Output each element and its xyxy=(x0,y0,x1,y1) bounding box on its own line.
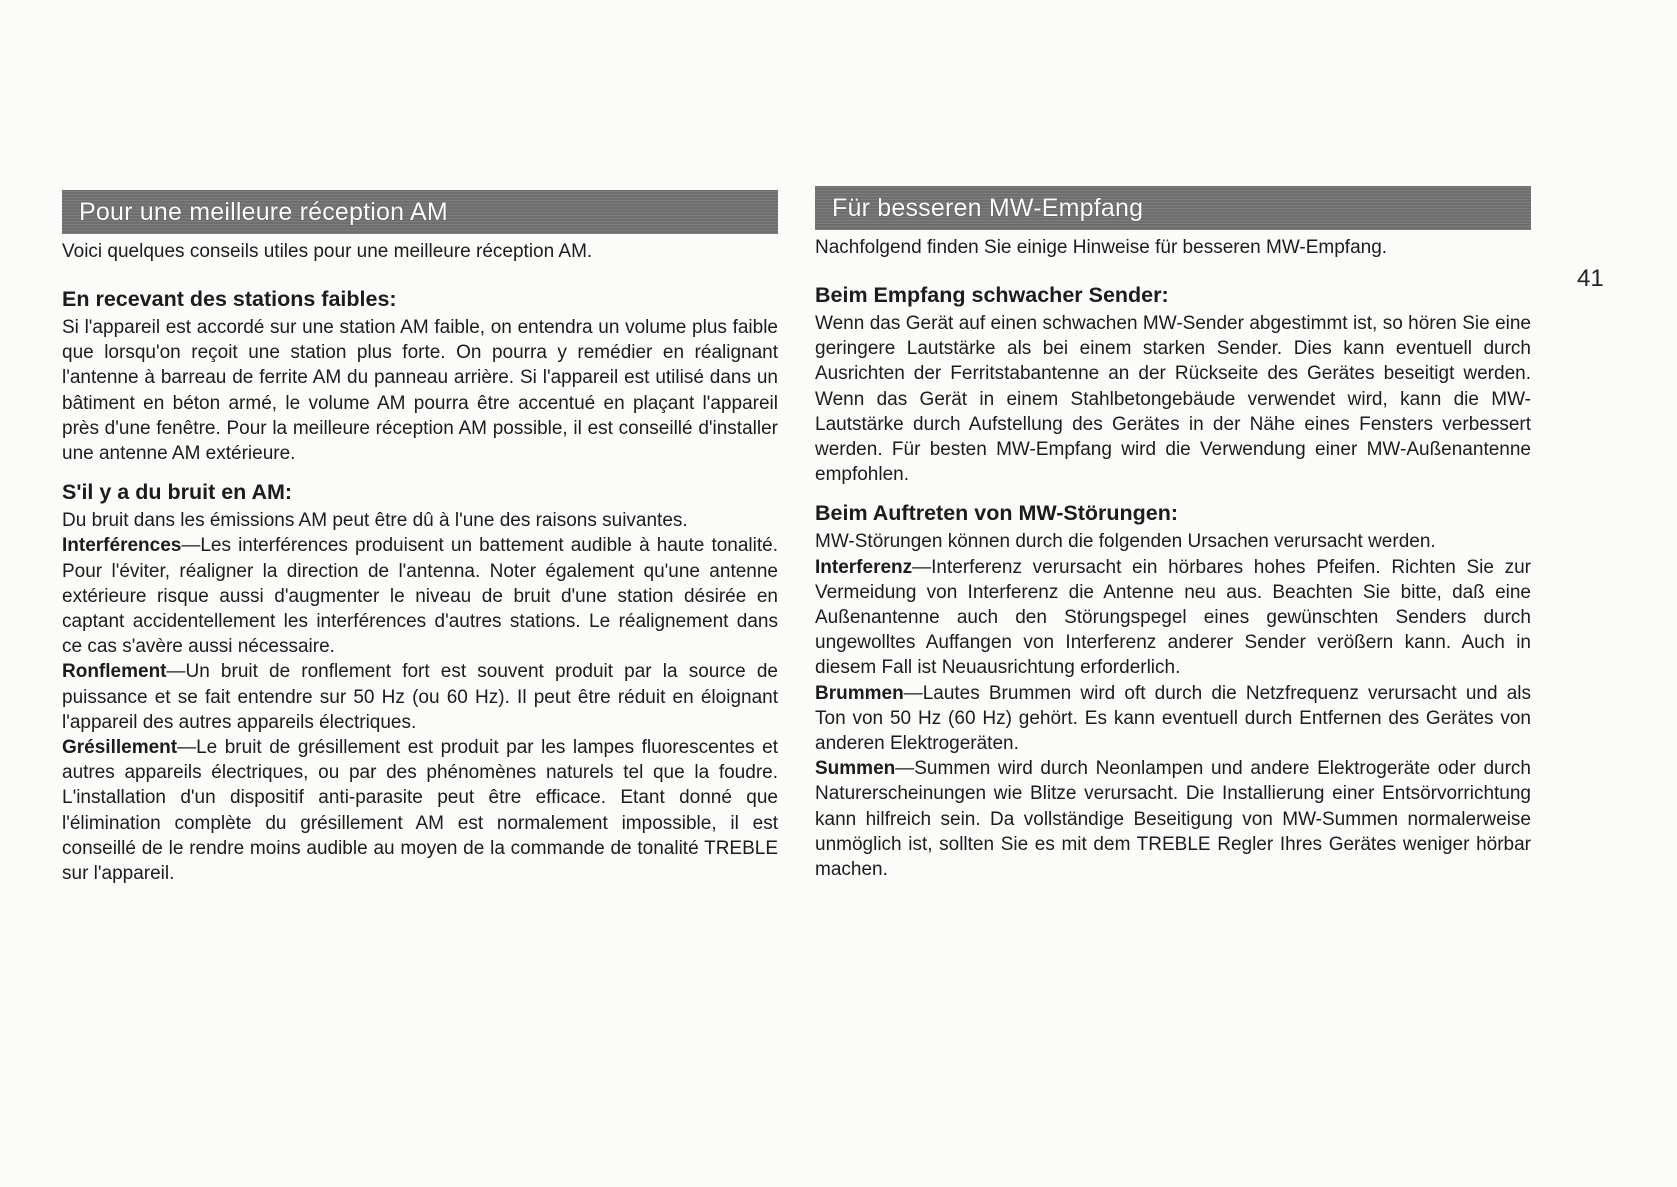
subheading-weak-stations: Beim Empfang schwacher Sender: xyxy=(815,283,1169,307)
noise-term: Interférences xyxy=(62,535,182,557)
french-column xyxy=(62,186,778,886)
intro-text: Nachfolgend finden Sie einige Hinweise für besseren MW-Empfang. xyxy=(815,237,1388,258)
paragraph-weak-stations: Wenn das Gerät auf einen schwachen MW-Sender abgestimmt ist, so hören Sie eine geringere Lautstärke als bei einem starken Sender. Dies kann eventuell durch Ausrichten der Ferritstabantenne an der Rückseite des Gerätes beseitigt werden. Wenn das Gerät in einem Stahlbetongebäude verwendet wird, kann die MW-Lautstärke durch Aufstellung des Gerätes in der Nähe eines Fensters verbessert werden. Für besten MW-Empfang wird die Verwendung einer MW-Außenantenne empfohlen. xyxy=(815,313,1531,486)
noise-item xyxy=(62,735,778,886)
noise-item xyxy=(62,659,778,735)
noise-term: Summen xyxy=(815,758,896,780)
noise-description: —Summen wird durch Neonlampen und andere Elektrogeräte oder durch Naturerscheinungen wie Blitze verursacht. Die Installierung einer Entsörvorrichtung kann hilfreich sein. Da vollständige Beseitigung von MW-Summen normalerweise unmöglich ist, sollten Sie es mit dem TREBLE Regler Ihres Gerätes weniger hörbar machen. xyxy=(815,758,1531,881)
paragraph-noise-intro: Du bruit dans les émissions AM peut être dû à l'une des raisons suivantes. xyxy=(62,510,688,532)
noise-item xyxy=(62,533,778,659)
noise-item xyxy=(815,681,1531,757)
noise-term: Grésillement xyxy=(62,737,178,759)
noise-item xyxy=(815,756,1531,882)
noise-term: Ronflement xyxy=(62,661,167,683)
noise-term: Interferenz xyxy=(815,556,913,578)
subheading-noise: Beim Auftreten von MW-Störungen: xyxy=(815,501,1179,526)
noise-description: —Un bruit de ronflement fort est souvent produit par la source de puissance et se fait entendre sur 50 Hz (ou 60 Hz). Il peut être réduit en éloignant l'appareil des autres appareils électriques. xyxy=(62,661,778,733)
paragraph-weak-stations: Si l'appareil est accordé sur une station AM faible, on entendra un volume plus faible que lorsqu'on reçoit une station plus forte. On pourra y remédier en réalignant l'antenne à barreau de ferrite AM du panneau arrière. Si l'appareil est utilisé dans un bâtiment en béton armé, le volume AM pourra être accentué en plaçant l'appareil près d'une fenêtre. Pour la meilleure réception AM possible, il est conseillé d'installer une antenne AM extérieure. xyxy=(62,317,778,465)
subheading-weak-stations: En recevant des stations faibles: xyxy=(62,287,397,311)
paragraph-noise-intro: MW-Störungen können durch die folgenden Ursachen verursacht werden. xyxy=(815,531,1436,553)
intro-text: Voici quelques conseils utiles pour une meilleure réception AM. xyxy=(62,241,593,262)
noise-item xyxy=(815,555,1531,681)
section-heading-banner: Pour une meilleure réception AM xyxy=(62,190,778,234)
section-heading-banner: Für besseren MW-Empfang xyxy=(815,186,1531,230)
noise-description: —Lautes Brummen wird oft durch die Netzfrequenz verursacht und als Ton von 50 Hz (60 Hz) gehört. Es kann eventuell durch Entfernen des Gerätes von anderen Elektrogeräten. xyxy=(815,682,1531,755)
noise-description: —Interferenz verursacht ein hörbares hohes Pfeifen. Richten Sie zur Vermeidung von Interferenz die Antenne neu aus. Beachten Sie bitte, daß eine Außenantenne auch den Störungspegel eines gewünschten Senders durch ungewolltes Auffangen von Interferenz anderer Sender verößern kann. Auch in diesem Fall ist Neuausrichtung erforderlich. xyxy=(815,556,1531,679)
noise-term: Brummen xyxy=(815,682,904,704)
page-number: 41 xyxy=(1577,265,1604,292)
noise-description: —Le bruit de grésillement est produit par les lampes fluorescentes et autres appareils électriques, ou par des phénomènes naturels tel que la foudre. L'installation d'un dispositif anti-parasite peut être efficace. Etant donné que l'élimination complète du grésillement AM est normalement impossible, il est conseillé de le rendre moins audible au moyen de la commande de tonalité TREBLE sur l'appareil. xyxy=(62,737,778,885)
subheading-noise: S'il y a du bruit en AM: xyxy=(62,480,293,505)
noise-description: —Les interférences produisent un battement audible à haute tonalité. Pour l'éviter, réaligner la direction de l'antenna. Noter également qu'une antenne extérieure risque aussi d'augmenter le niveau de bruit d'une station désirée en captant accidentellement les interférences d'autres stations. Le réalignement dans ce cas s'avère aussi nécessaire. xyxy=(62,535,778,658)
german-column xyxy=(815,186,1531,882)
